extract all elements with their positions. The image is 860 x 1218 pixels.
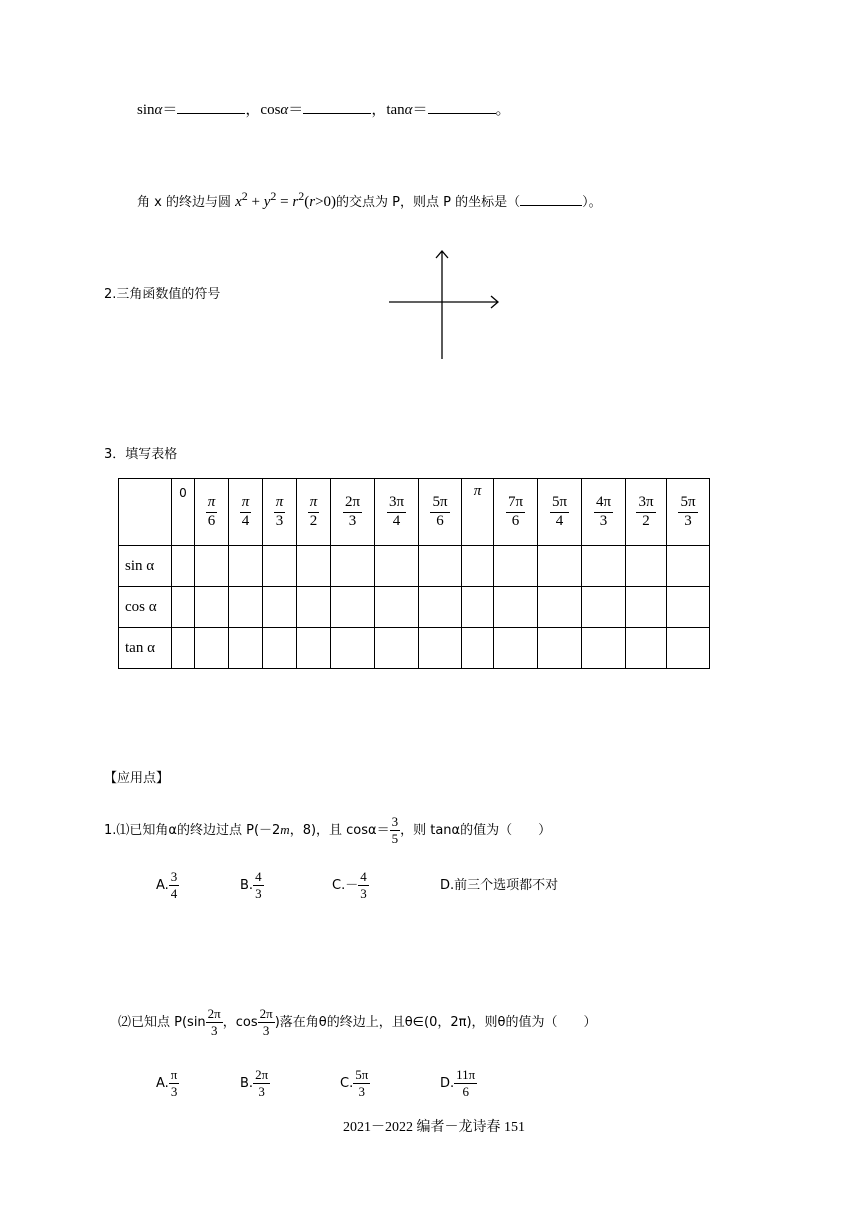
header-angle: $\frac{5\pi}{6}$: [419, 479, 462, 546]
section-2-title: 2.三角函数值的符号: [104, 287, 221, 302]
header-angle: $\frac{\pi}{2}$: [297, 479, 331, 546]
row-label-tan: tan α: [119, 628, 172, 669]
coordinate-axes-icon: [386, 246, 504, 364]
table-row-sin: [119, 546, 710, 587]
header-angle: $\frac{\pi}{4}$: [229, 479, 263, 546]
header-angle: $\frac{\pi}{3}$: [263, 479, 297, 546]
q1-option-b[interactable]: B. $\frac{4}{3}$: [240, 869, 262, 901]
q2-option-d[interactable]: D. $\frac{11\pi}{6}$: [440, 1067, 476, 1099]
header-angle: $\frac{5\pi}{4}$: [538, 479, 582, 546]
section-3-title: 3．填写表格: [104, 447, 178, 462]
header-angle: $\frac{3\pi}{4}$: [375, 479, 419, 546]
table-row-cos: [119, 587, 710, 628]
point-p-blank[interactable]: [520, 193, 582, 206]
table-corner-cell: [119, 479, 172, 546]
q1-fraction: $\frac{3}{5}$: [391, 814, 399, 846]
circle-equation: $x^2 + y^2 = r^2(r>0)$: [235, 189, 337, 210]
trig-definitions-line: sinα＝ ，cosα＝ ，tanα＝ 。: [137, 102, 511, 118]
row-label-cos: cos α: [119, 587, 172, 628]
cos-blank[interactable]: [303, 101, 371, 114]
page-footer: 2021－2022 编者－龙诗春 151: [343, 1120, 525, 1135]
q1-option-a[interactable]: A. $\frac{3}{4}$: [156, 869, 178, 901]
q2-option-b[interactable]: B. $\frac{2\pi}{3}$: [240, 1067, 269, 1099]
header-angle-pi: π: [462, 479, 494, 546]
header-angle: $\frac{2\pi}{3}$: [331, 479, 375, 546]
question-1: 1.⑴已知角α的终边过点 P(－2m，8)，且 cosα＝ $\frac{3}{5}$ ，则 tanα的值为（ ）: [104, 814, 552, 846]
header-angle: $\frac{\pi}{6}$: [195, 479, 229, 546]
q2-option-c[interactable]: C. $\frac{5\pi}{3}$: [340, 1067, 369, 1099]
row-label-sin: sin α: [119, 546, 172, 587]
q2-option-a[interactable]: A. $\frac{\pi}{3}$: [156, 1067, 178, 1099]
question-2: ⑵已知点 P(sin $\frac{2\pi}{3}$ ，cos $\frac{2\pi}{3}$ )落在角θ的终边上，且θ∈(0，2π)，则θ的值为（ ）: [118, 1006, 597, 1038]
sin-blank[interactable]: [177, 101, 245, 114]
trig-values-table: [118, 478, 710, 669]
header-angle: $\frac{3\pi}{2}$: [626, 479, 667, 546]
header-angle-0: 0: [172, 479, 195, 546]
application-title: 【应用点】: [104, 771, 170, 786]
table-row-tan: [119, 628, 710, 669]
header-angle: $\frac{5\pi}{3}$: [667, 479, 710, 546]
q1-option-d[interactable]: D.前三个选项都不对: [440, 878, 559, 893]
tan-blank[interactable]: [428, 101, 496, 114]
header-angle: $\frac{4\pi}{3}$: [582, 479, 626, 546]
circle-intersection-line: 角 x 的终边与圆 $x^2 + y^2 = r^2(r>0)$的交点为 P，则点 P 的坐标是（ ）。: [137, 189, 602, 210]
table-header-row: [119, 479, 710, 546]
header-angle: $\frac{7\pi}{6}$: [494, 479, 538, 546]
q1-option-c[interactable]: C.－ $\frac{4}{3}$: [332, 869, 367, 901]
